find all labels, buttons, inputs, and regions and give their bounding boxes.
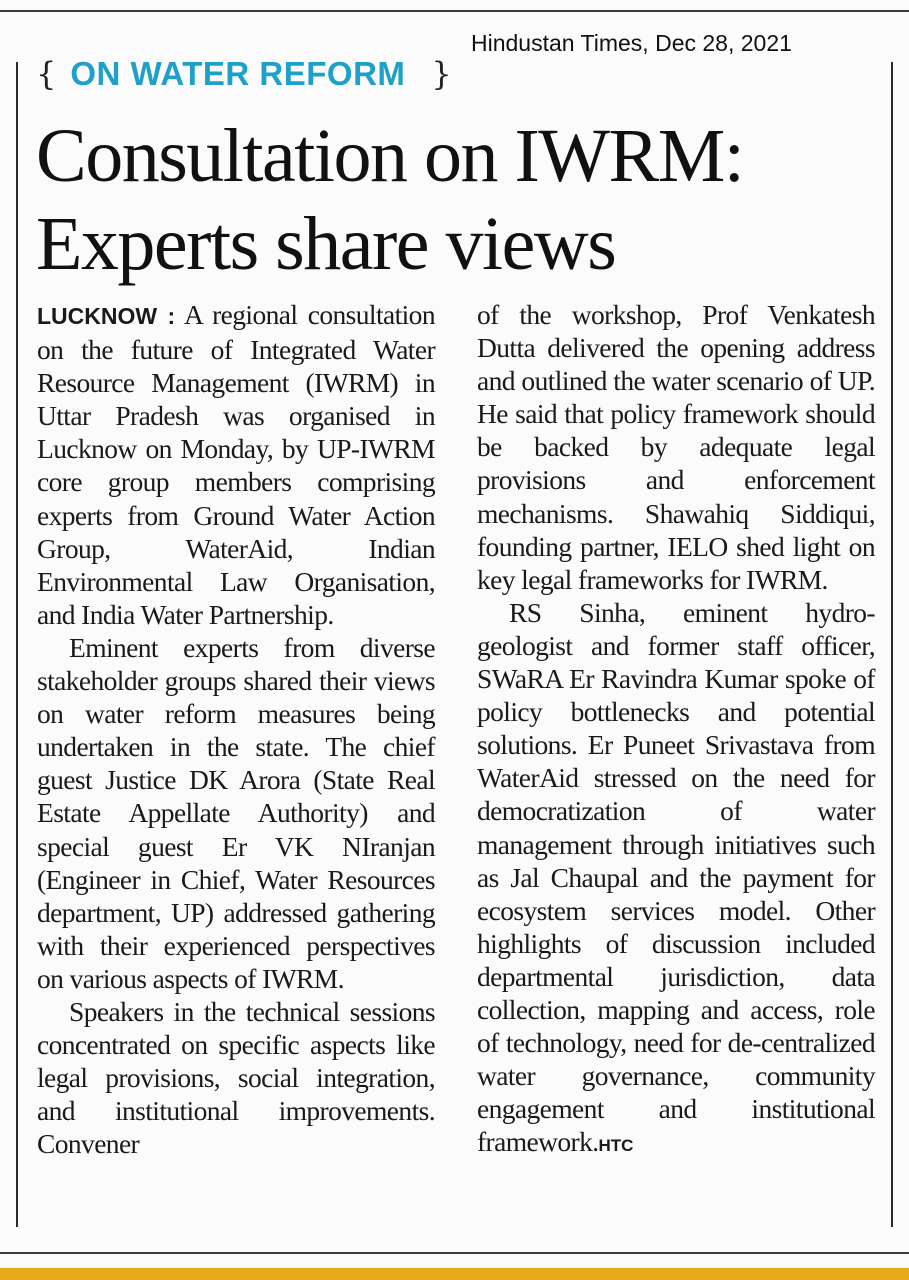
headline-line-1: Consultation on IWRM: xyxy=(36,114,744,198)
agency-credit: HTC xyxy=(598,1136,634,1156)
kicker-label: ON WATER REFORM xyxy=(70,55,406,92)
left-column-rule xyxy=(16,62,18,1227)
article-paragraph: of the workshop, Prof Venkatesh Dutta delivered the opening address and outlined the water scenario of UP. He said that policy framework should be backed by adequate legal provisions and enforcement mechanisms. Shawahiq Siddiqui, founding partner, IELO shed light on key legal frameworks for IWRM. xyxy=(477,299,875,595)
paragraph-text: A regional consultation on the future of Integrated Water Resource Management (IWRM) in Uttar Pradesh was organised in Lucknow on Monday, by UP-IWRM core group members comprising experts from Ground Water Action Group, WaterAid, Indian Environmental Law Organisation, and India Water Partnership. xyxy=(37,299,435,630)
kicker-close-brace: } xyxy=(431,55,452,93)
bottom-color-band xyxy=(0,1268,909,1280)
top-border-rule xyxy=(0,10,909,12)
article-paragraph xyxy=(37,298,435,631)
section-kicker xyxy=(36,48,452,100)
article-paragraph xyxy=(477,596,875,1163)
paragraph-text: RS Sinha, eminent hydro-geologist and former staff officer, SWaRA Er Ravindra Kumar spoke of policy bottlenecks and potential solutions. Er Puneet Srivastava from WaterAid stressed on the need for democratization of water management through initiatives such as Jal Chaupal and the payment for ecosystem services model. Other highlights of discussion included departmental jurisdiction, data collection, mapping and access, role of technology, need for de-centralized water governance, community engagement and institutional framework. xyxy=(477,596,875,1158)
article-column-left xyxy=(37,298,435,1160)
dateline: LUCKNOW : xyxy=(37,303,176,329)
article-paragraph: Speakers in the technical sessions concentrated on specific aspects like legal provisions, social integration, and institutional improvements. Convener xyxy=(37,995,435,1160)
right-column-rule xyxy=(891,62,893,1227)
publication-source: Hindustan Times, Dec 28, 2021 xyxy=(471,30,792,56)
article-paragraph: Eminent experts from diverse stakeholder groups shared their views on water reform measures being undertaken in the state. The chief guest Justice DK Arora (State Real Estate Appellate Authority) and special guest Er VK NIranjan (Engineer in Chief, Water Resources department, UP) addressed gathering with their experienced perspectives on various aspects of IWRM. xyxy=(37,631,435,994)
bottom-border-rule xyxy=(0,1252,909,1254)
article-column-right xyxy=(477,298,875,1162)
kicker-open-brace: { xyxy=(36,55,57,93)
headline-line-2: Experts share views xyxy=(36,202,616,286)
headline xyxy=(36,112,876,288)
